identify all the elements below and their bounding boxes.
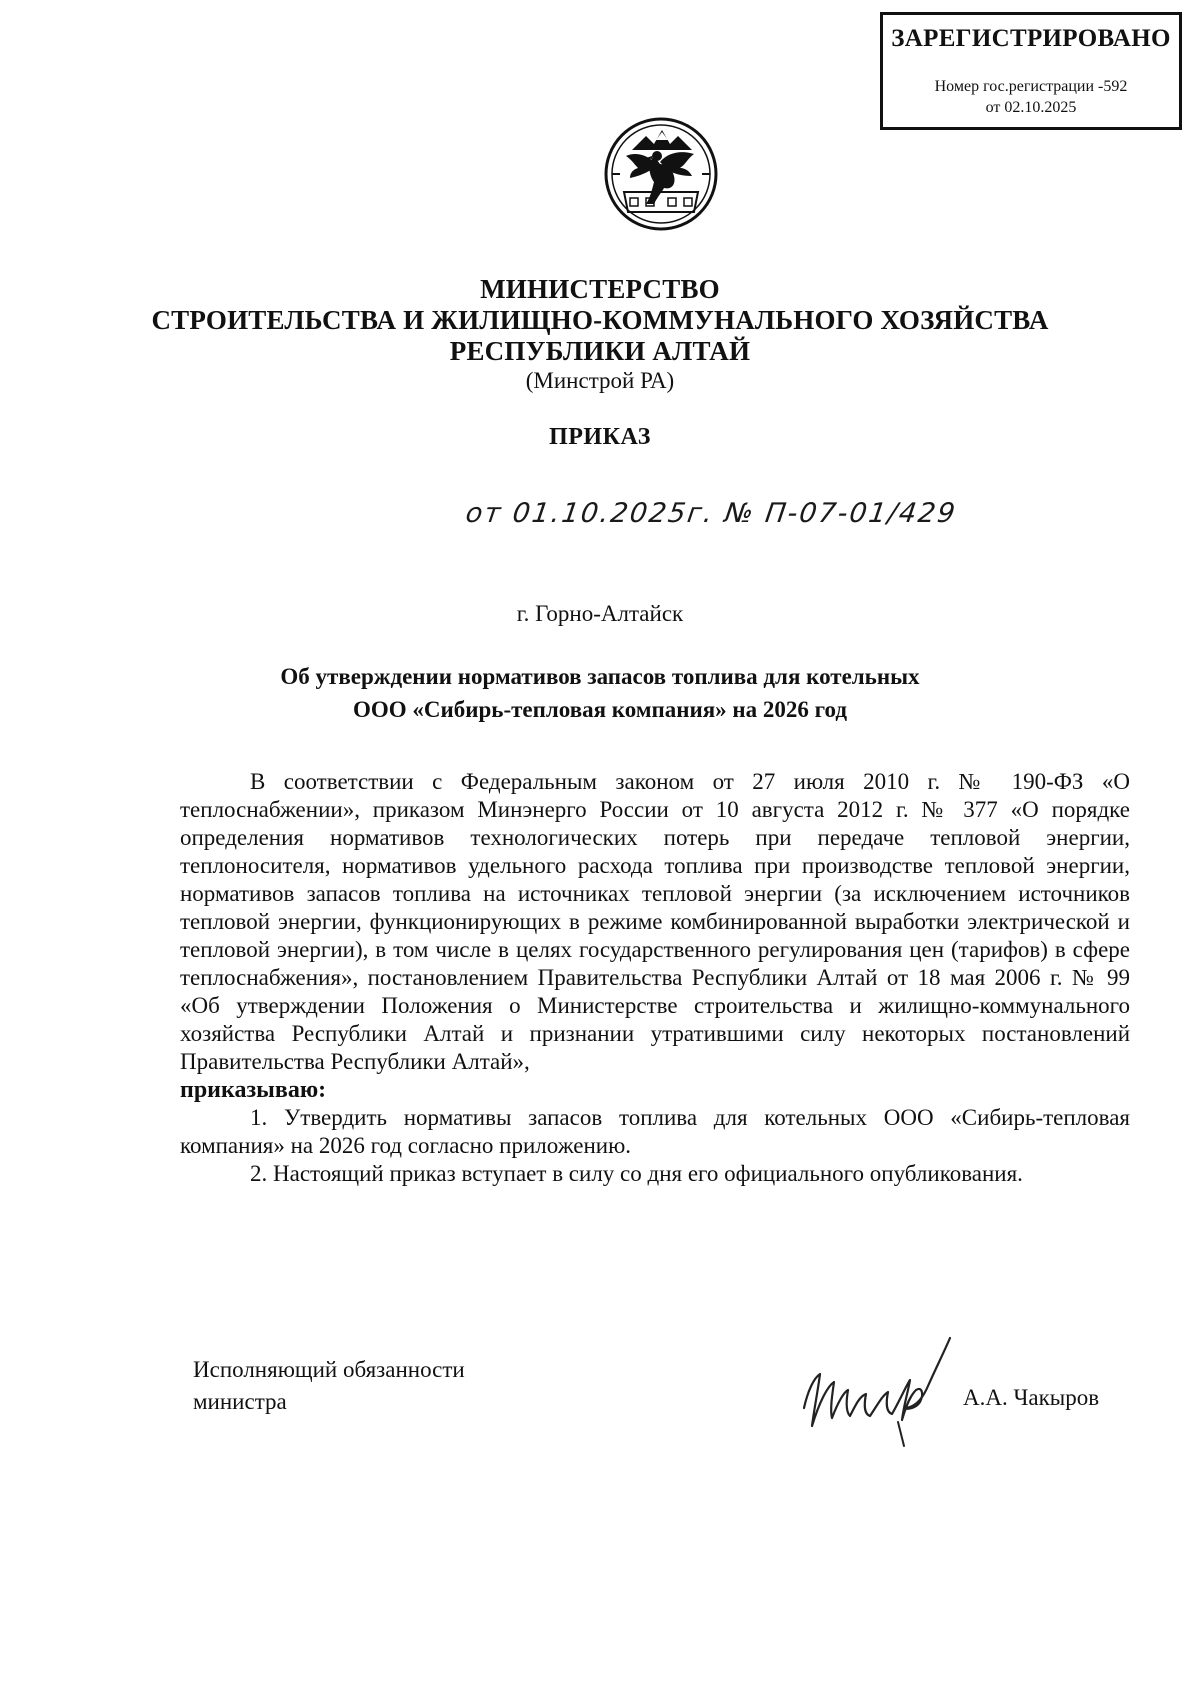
registration-stamp xyxy=(880,12,1182,130)
subject-line-1: Об утверждении нормативов запасов топлива для котельных xyxy=(280,664,920,689)
subject-line-2: ООО «Сибирь-тепловая компания» на 2026 год xyxy=(352,697,848,722)
signer-name: А.А. Чакыров xyxy=(963,1385,1100,1410)
ministry-short-name: (Минстрой РА) xyxy=(525,368,675,393)
order-item-1: 1. Утвердить нормативы запасов топлива для котельных ООО «Сибирь-тепловая компания» на 2026 год согласно приложению. xyxy=(180,1105,1130,1158)
document-type: ПРИКАЗ xyxy=(549,424,651,450)
document-city: г. Горно-Алтайск xyxy=(516,601,684,626)
signer-position-line-1: Исполняющий обязанности xyxy=(193,1357,465,1382)
signer-position xyxy=(193,1354,465,1418)
ministry-line-1: МИНИСТЕРСТВО xyxy=(480,274,720,304)
stamp-reg-date: от 02.10.2025 xyxy=(985,99,1077,116)
stamp-reg-number: Номер гос.регистрации -592 xyxy=(934,78,1128,95)
coat-of-arms-icon xyxy=(602,112,720,236)
document-subject xyxy=(0,660,1200,726)
stamp-title: ЗАРЕГИСТРИРОВАНО xyxy=(891,25,1171,52)
order-item-2: 2. Настоящий приказ вступает в силу со дня его официального опубликования. xyxy=(250,1161,1023,1186)
preamble-paragraph: В соответствии с Федеральным законом от 27 июля 2010 г. № 190-ФЗ «О теплоснабжении», приказом Минэнерго России от 10 августа 2012 г. № 377 «О порядке определения нормативов технологических потерь при передаче тепловой энергии, теплоносителя, нормативов удельного расхода топлива при производстве тепловой энергии, нормативов запасов топлива на источниках тепловой энергии (за исключением источников тепловой энергии, функционирующих в режиме комбинированной выработки электрической и тепловой энергии), в том числе в целях государственного регулирования цен (тарифов) в сфере теплоснабжения», постановлением Правительства Республики Алтай от 18 мая 2006 г. № 99 «Об утверждении Положения о Министерстве строительства и жилищно-коммунального хозяйства Республики Алтай и признании утратившими силу некоторых постановлений Правительства Республики Алтай», xyxy=(180,769,1130,1074)
ministry-line-2: СТРОИТЕЛЬСТВА И ЖИЛИЩНО-КОММУНАЛЬНОГО ХОЗЯЙСТВА xyxy=(151,305,1049,335)
handwritten-signature-icon xyxy=(790,1330,970,1450)
decree-word: приказываю: xyxy=(180,1077,327,1103)
signer-position-line-2: министра xyxy=(193,1389,287,1414)
document-body xyxy=(180,768,1130,1188)
ministry-name xyxy=(0,274,1200,367)
ministry-line-3: РЕСПУБЛИКИ АЛТАЙ xyxy=(449,336,751,366)
document-date-number: от 01.10.2025г. № П-07-01/429 xyxy=(463,498,959,529)
